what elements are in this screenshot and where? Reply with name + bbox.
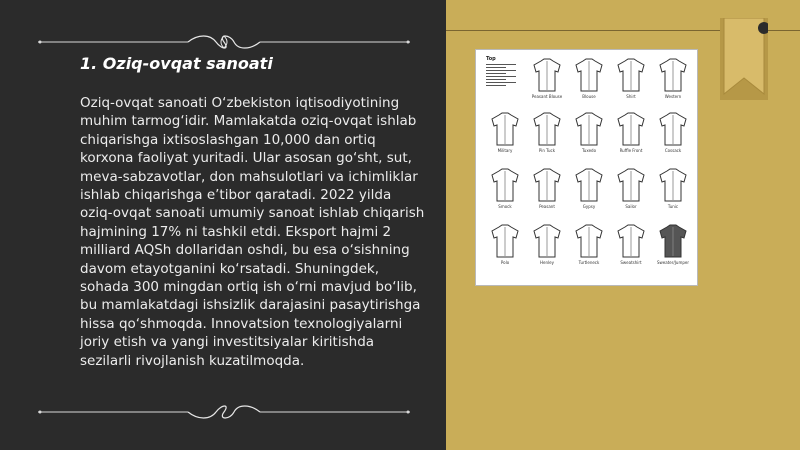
garment-label: Gypsy (582, 204, 596, 209)
garment-label: Blouse (582, 94, 596, 99)
garment-item (484, 112, 526, 158)
garment-item (526, 58, 568, 104)
garment-label: Ruffle Front (619, 148, 643, 153)
shirt-icon (490, 224, 520, 258)
garment-item (484, 224, 526, 270)
garment-label: Western (664, 94, 682, 99)
garment-item (610, 112, 652, 158)
slide-title: 1. Oziq-ovqat sanoati (80, 54, 273, 73)
garment-label: Tunic (667, 204, 679, 209)
shirt-icon (532, 224, 562, 258)
shirt-icon (616, 168, 646, 202)
shirt-icon (532, 112, 562, 146)
garment-types-image (475, 49, 698, 286)
garment-item (526, 168, 568, 214)
garment-item (568, 58, 610, 104)
legend-line (486, 70, 516, 71)
sweater-icon (658, 224, 688, 258)
garment-item (484, 168, 526, 214)
legend-line (486, 76, 516, 77)
garment-label: Tuxedo (581, 148, 597, 153)
shirt-icon (490, 112, 520, 146)
shirt-icon (616, 112, 646, 146)
garment-label: Sweater/Jumper (657, 260, 689, 265)
legend-line (486, 82, 516, 83)
garment-label: Sweatshirt (620, 260, 642, 265)
garment-item (568, 168, 610, 214)
shirt-icon (532, 168, 562, 202)
garment-label: Shirt (626, 94, 636, 99)
ornament-divider-bottom (38, 402, 410, 422)
figure-legend (486, 56, 516, 88)
garment-item (526, 224, 568, 270)
shirt-icon (658, 112, 688, 146)
garment-item (652, 168, 694, 214)
garment-label: Military (497, 148, 513, 153)
slide-body-text: Oziq-ovqat sanoati O‘zbekiston iqtisodiyotining muhim tarmog‘idir. Mamlakatda oziq-ovqat ishlab chiqarishga ixtisoslashgan 10,000 dan ortiq korxona faoliyat yuritadi. Ular asosan go‘sht, sut, meva-sabzavotlar, don mahsulotlari va ichimliklar ishlab chiqarishga e’tibor qaratadi. 2022 yilda oziq-ovqat sanoati umumiy sanoat ishlab chiqarish hajmining 17% ni tashkil etdi. Eksport hajmi 2 milliard AQSh dollaridan oshdi, bu esa o‘sishning davom etayotganini ko‘rsatadi. Shuningdek, sohada 300 mingdan ortiq ish o‘rni mavjud bo‘lib, bu mamlakatdagi ishsizlik darajasini pasaytirishga hissa qo‘shmoqda. Innovatsion texnologiyalarni joriy etish va yangi investitsiyalar kiritishda sezilarli rivojlanish kuzatilmoqda. (80, 95, 425, 369)
garment-item (610, 58, 652, 104)
shirt-icon (574, 224, 604, 258)
legend-title: Top (486, 56, 496, 62)
shirt-icon (574, 58, 604, 92)
legend-line (486, 67, 506, 68)
garment-item (568, 112, 610, 158)
shirt-icon (490, 168, 520, 202)
bookmark-ribbon-icon (720, 18, 768, 100)
shirt-icon (616, 224, 646, 258)
legend-line (486, 73, 506, 74)
shirt-icon (574, 112, 604, 146)
garment-item (652, 112, 694, 158)
legend-line (486, 64, 516, 65)
shirt-icon (574, 168, 604, 202)
shirt-icon (532, 58, 562, 92)
shirt-icon (658, 58, 688, 92)
garment-item (652, 224, 694, 270)
garment-label: Polo (500, 260, 510, 265)
ornament-divider-top (38, 32, 410, 52)
garment-item (652, 58, 694, 104)
garment-item (568, 224, 610, 270)
garment-label: Sailor (625, 204, 637, 209)
garment-label: Peasant (539, 204, 555, 209)
garment-label: Pin Tuck (538, 148, 556, 153)
garment-item (610, 224, 652, 270)
shirt-icon (658, 168, 688, 202)
legend-line (486, 79, 506, 80)
garment-label: Turtleneck (578, 260, 600, 265)
garment-label: Henley (540, 260, 554, 265)
garment-label: Smock (498, 204, 512, 209)
legend-line (486, 85, 506, 86)
garment-item (526, 112, 568, 158)
garment-label: Peasant Blouse (531, 94, 563, 99)
garment-label: Cossack (664, 148, 682, 153)
shirt-icon (616, 58, 646, 92)
garment-item (610, 168, 652, 214)
